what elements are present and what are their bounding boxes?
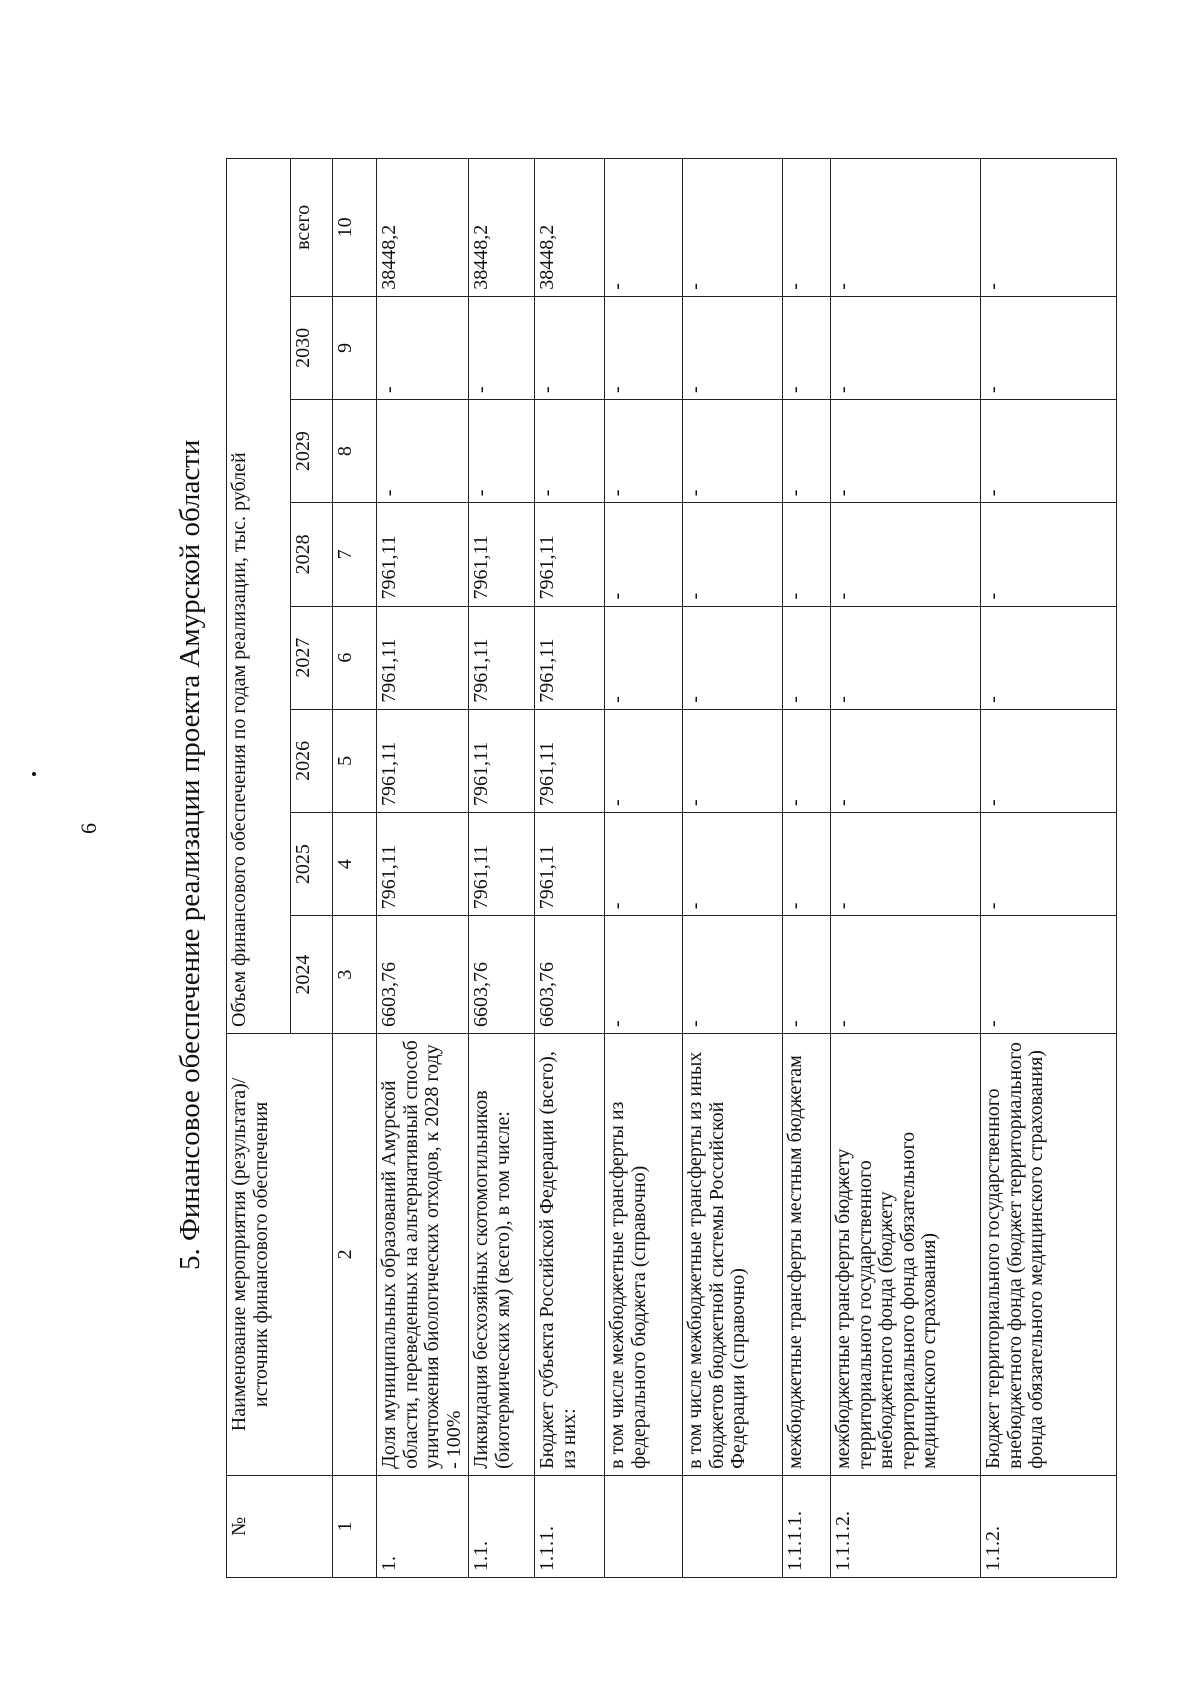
value-cell: - (783, 916, 831, 1034)
header-year: 2026 (291, 709, 333, 812)
value-cell: - (831, 813, 981, 916)
value-cell: - (831, 296, 981, 399)
value-cell: - (981, 709, 1117, 812)
index-cell: 7 (333, 503, 377, 606)
value-cell: - (981, 606, 1117, 709)
index-cell: 2 (333, 1033, 377, 1475)
value-cell: 7961,11 (535, 503, 605, 606)
value-cell: - (605, 916, 683, 1034)
header-row (227, 159, 291, 1578)
row-name: Ликвидация бесхозяйных скотомогильников (биотермических ям) (всего), в том числе: (469, 1033, 535, 1475)
total-cell: 38448,2 (377, 159, 469, 297)
value-cell: - (683, 813, 783, 916)
value-cell: - (831, 709, 981, 812)
header-year: 2030 (291, 296, 333, 399)
value-cell: - (469, 296, 535, 399)
index-cell: 9 (333, 296, 377, 399)
value-cell: - (605, 503, 683, 606)
total-cell: 38448,2 (535, 159, 605, 297)
value-cell: - (783, 400, 831, 503)
table-row (831, 159, 981, 1578)
page-number: 6 (76, 823, 101, 834)
value-cell: 6603,76 (469, 916, 535, 1034)
index-cell: 6 (333, 606, 377, 709)
value-cell: 7961,11 (377, 606, 469, 709)
index-row (333, 159, 377, 1578)
value-cell: - (831, 916, 981, 1034)
table-row (605, 159, 683, 1578)
header-total: всего (291, 159, 333, 297)
row-number: 1.1.1. (535, 1475, 605, 1577)
table-row (981, 159, 1117, 1578)
value-cell: 7961,11 (469, 606, 535, 709)
total-cell: - (605, 159, 683, 297)
total-cell: - (783, 159, 831, 297)
value-cell: - (783, 813, 831, 916)
value-cell: - (605, 709, 683, 812)
value-cell: - (605, 296, 683, 399)
total-cell: - (683, 159, 783, 297)
row-number (683, 1475, 783, 1577)
table-row (683, 159, 783, 1578)
row-name: межбюджетные трансферты бюджету территориального государственного внебюджетного фонда (бюджету территориального фонда обязательного медицинского страхования) (831, 1033, 981, 1475)
value-cell: - (377, 296, 469, 399)
header-name: Наименование мероприятия (результата)/источник финансового обеспечения (227, 1033, 333, 1475)
index-cell: 3 (333, 916, 377, 1034)
header-year: 2025 (291, 813, 333, 916)
section-title: 5. Финансовое обеспечение реализации проекта Амурской области (174, 439, 206, 1270)
financing-table-container (226, 158, 1116, 1578)
row-number: 1. (377, 1475, 469, 1577)
value-cell: 7961,11 (469, 709, 535, 812)
row-number (605, 1475, 683, 1577)
value-cell: - (981, 400, 1117, 503)
header-num: № (227, 1475, 333, 1577)
value-cell: 7961,11 (535, 709, 605, 812)
row-number: 1.1. (469, 1475, 535, 1577)
value-cell: - (535, 400, 605, 503)
row-number: 1.1.1.2. (831, 1475, 981, 1577)
header-year: 2029 (291, 400, 333, 503)
row-name: межбюджетные трансферты местным бюджетам (783, 1033, 831, 1475)
value-cell: - (831, 400, 981, 503)
value-cell: - (683, 709, 783, 812)
header-year: 2028 (291, 503, 333, 606)
value-cell: 7961,11 (377, 709, 469, 812)
table-row (377, 159, 469, 1578)
value-cell: 7961,11 (469, 813, 535, 916)
value-cell: - (683, 606, 783, 709)
value-cell: - (783, 503, 831, 606)
row-name: Доля муниципальных образований Амурской области, переведенных на альтернативный способ уничтожения биологических отходов, к 2028 году - 100% (377, 1033, 469, 1475)
index-cell: 10 (333, 159, 377, 297)
value-cell: - (981, 503, 1117, 606)
index-cell: 5 (333, 709, 377, 812)
value-cell: - (981, 916, 1117, 1034)
row-number: 1.1.2. (981, 1475, 1117, 1577)
header-funding-group: Объем финансового обеспечения по годам реализации, тыс. рублей (227, 159, 291, 1034)
value-cell: - (605, 400, 683, 503)
value-cell: - (831, 503, 981, 606)
row-name: Бюджет субъекта Российской Федерации (всего), из них: (535, 1033, 605, 1475)
value-cell: - (783, 296, 831, 399)
value-cell: 7961,11 (469, 503, 535, 606)
row-name: Бюджет территориального государственного внебюджетного фонда (бюджет территориального фонда обязательного медицинского страхования) (981, 1033, 1117, 1475)
scan-dot (32, 772, 36, 776)
value-cell: - (377, 400, 469, 503)
total-cell: 38448,2 (469, 159, 535, 297)
index-cell: 1 (333, 1475, 377, 1577)
row-name: в том числе межбюджетные трансферты из иных бюджетов бюджетной системы Российской Федерации (справочно) (683, 1033, 783, 1475)
value-cell: - (783, 606, 831, 709)
value-cell: - (683, 916, 783, 1034)
index-cell: 8 (333, 400, 377, 503)
header-year: 2024 (291, 916, 333, 1034)
table-row (535, 159, 605, 1578)
total-cell: - (831, 159, 981, 297)
value-cell: - (981, 296, 1117, 399)
value-cell: 7961,11 (377, 813, 469, 916)
value-cell: - (783, 709, 831, 812)
row-name: в том числе межбюджетные трансферты из федерального бюджета (справочно) (605, 1033, 683, 1475)
value-cell: - (535, 296, 605, 399)
value-cell: - (469, 400, 535, 503)
value-cell: - (605, 813, 683, 916)
value-cell: - (683, 503, 783, 606)
value-cell: 6603,76 (535, 916, 605, 1034)
row-number: 1.1.1.1. (783, 1475, 831, 1577)
header-year: 2027 (291, 606, 333, 709)
value-cell: 7961,11 (377, 503, 469, 606)
value-cell: - (981, 813, 1117, 916)
value-cell: 7961,11 (535, 606, 605, 709)
value-cell: - (605, 606, 683, 709)
table-row (783, 159, 831, 1578)
value-cell: - (683, 400, 783, 503)
total-cell: - (981, 159, 1117, 297)
value-cell: - (831, 606, 981, 709)
index-cell: 4 (333, 813, 377, 916)
financing-table (226, 158, 1117, 1578)
value-cell: 6603,76 (377, 916, 469, 1034)
value-cell: - (683, 296, 783, 399)
table-row (469, 159, 535, 1578)
value-cell: 7961,11 (535, 813, 605, 916)
